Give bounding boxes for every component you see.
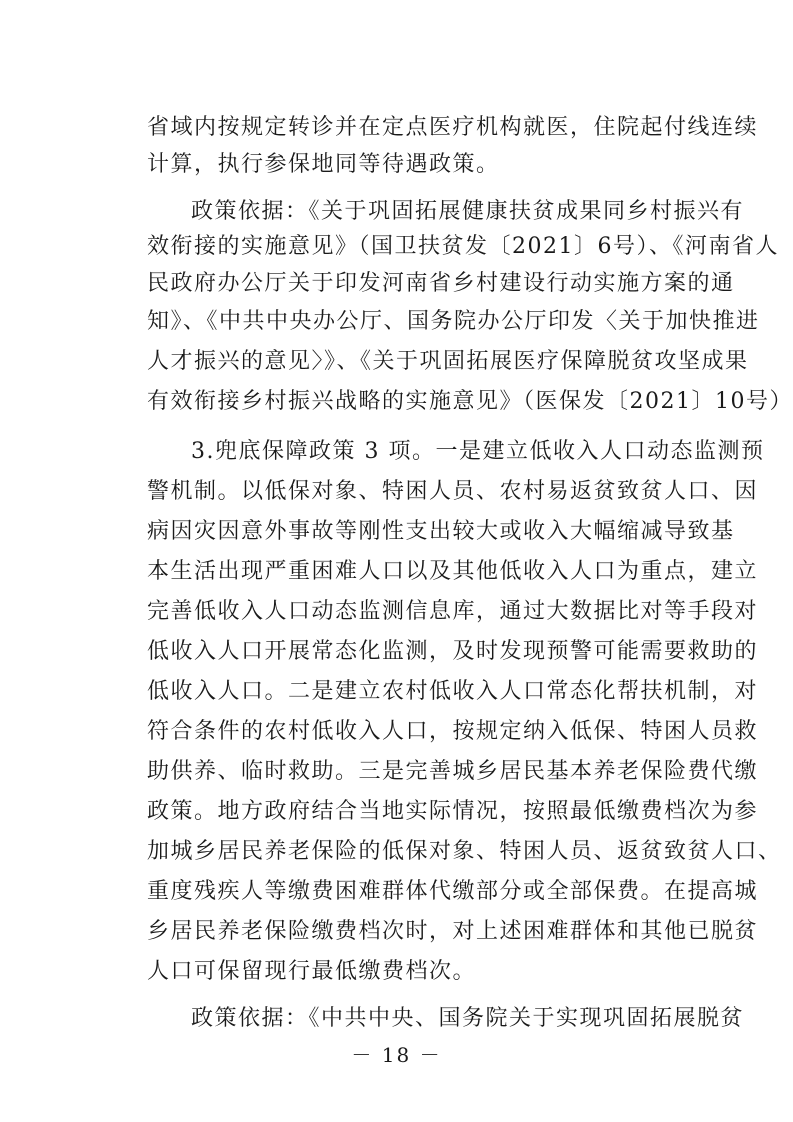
body-text-line: 效衔接的实施意见》（国卫扶贫发〔2021〕6号）、《河南省人 [147,234,779,259]
section-heading-line: 3.兜底保障政策 3 项。一是建立低收入人口动态监测预 [191,439,765,464]
body-text-line: 知》、《中共中央办公厅、国务院办公厅印发〈关于加快推进 [147,309,760,334]
policy-basis-line: 政策依据：《中共中央、国务院关于实现巩固拓展脱贫 [191,1006,745,1031]
page-number: － 18 － [351,1043,442,1067]
body-text-line: 低收入人口。二是建立农村低收入人口常态化帮扶机制，对 [147,679,759,704]
body-text-line: 人口可保留现行最低缴费档次。 [147,959,477,984]
body-text-line: 民政府办公厅关于印发河南省乡村建设行动实施方案的通 [147,271,735,296]
body-text-line: 人才振兴的意见〉》、《关于巩固拓展医疗保障脱贫攻坚成果 [147,349,749,374]
body-text-line: 政策。地方政府结合当地实际情况，按照最低缴费档次为参 [147,799,759,824]
body-text-line: 加城乡居民养老保险的低保对象、特困人员、返贫致贫人口、 [147,839,782,864]
policy-basis-line: 政策依据：《关于巩固拓展健康扶贫成果同乡村振兴有 [191,199,745,224]
body-text-line: 乡居民养老保险缴费档次时，对上述困难群体和其他已脱贫 [147,919,759,944]
body-text-line: 助供养、临时救助。三是完善城乡居民基本养老保险费代缴 [147,759,759,784]
body-text-line: 本生活出现严重困难人口以及其他低收入人口为重点，建立 [147,559,759,584]
body-text-line: 低收入人口开展常态化监测，及时发现预警可能需要救助的 [147,639,759,664]
body-text-line: 省域内按规定转诊并在定点医疗机构就医，住院起付线连续 [147,115,759,140]
body-text-line: 重度残疾人等缴费困难群体代缴部分或全部保费。在提高城 [147,879,759,904]
body-text-line: 警机制。以低保对象、特困人员、农村易返贫致贫人口、因 [147,479,759,504]
body-text-line: 有效衔接乡村振兴战略的实施意见》（医保发〔2021〕10号） [147,389,793,414]
body-text-line: 计算，执行参保地同等待遇政策。 [147,152,500,177]
body-text-line: 病因灾因意外事故等刚性支出较大或收入大幅缩减导致基 [147,519,735,544]
body-text-line: 符合条件的农村低收入人口，按规定纳入低保、特困人员救 [147,719,759,744]
body-text-line: 完善低收入人口动态监测信息库，通过大数据比对等手段对 [147,599,759,624]
